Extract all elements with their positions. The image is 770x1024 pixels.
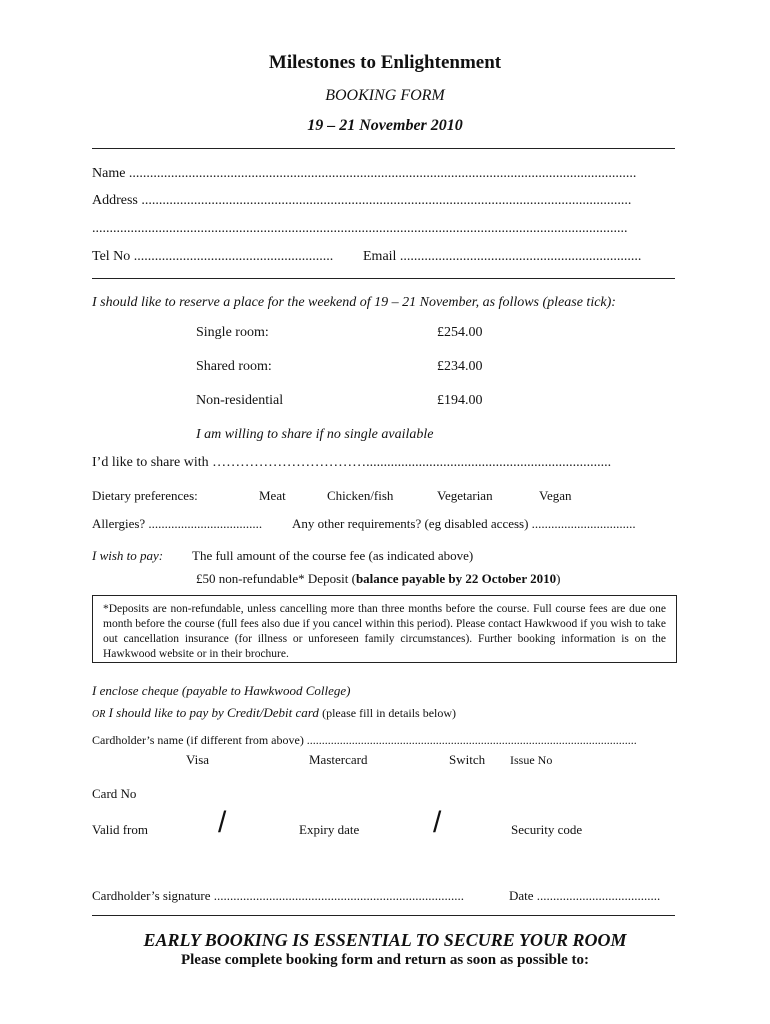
expiry-date-label: Expiry date <box>299 822 360 837</box>
or-label: OR <box>92 709 106 720</box>
option-single-room[interactable]: Single room: <box>196 325 269 340</box>
header-divider <box>92 148 675 149</box>
security-code-label[interactable]: Security code <box>511 822 583 837</box>
address-field[interactable]: Address ............................................................................................................................................ <box>92 193 632 208</box>
tel-field[interactable]: Tel No ......................................................... <box>92 249 334 264</box>
cardholder-name-field[interactable]: Cardholder’s name (if different from above) .............................................................................................................. <box>92 733 637 747</box>
deposit-prefix: £50 non-refundable* Deposit ( <box>196 571 356 586</box>
deposit-suffix: ) <box>556 571 561 586</box>
event-dates: 19 – 21 November 2010 <box>307 117 463 134</box>
deposit-notice-text: *Deposits are non-refundable, unless cancelling more than three months before the course. Full course fees are due one month before the course (full fees also due if you cancel within this period). Please contact Hawkwood if you wish to take out cancellation insurance (for illness or unforeseen family circumstances). Further booking information is on the Hawkwood website or in their brochure. <box>103 603 666 660</box>
deposit-balance-note: balance payable by 22 October 2010 <box>355 571 557 586</box>
form-subtitle: BOOKING FORM <box>325 87 445 104</box>
card-type-switch[interactable]: Switch <box>449 752 486 767</box>
address-line-2-field[interactable]: ......................................................................................................................................................... <box>92 221 628 236</box>
payment-label: I wish to pay: <box>92 548 164 563</box>
price-single-room: £254.00 <box>437 325 483 340</box>
price-non-residential: £194.00 <box>437 393 483 408</box>
dietary-option-vegetarian[interactable]: Vegetarian <box>437 488 493 503</box>
signature-field[interactable]: Cardholder’s signature ............................................................................. <box>92 888 465 903</box>
card-no-field[interactable]: Card No <box>92 786 137 801</box>
option-shared-room[interactable]: Shared room: <box>196 359 272 374</box>
card-type-visa[interactable]: Visa <box>186 752 210 767</box>
cheque-option[interactable]: I enclose cheque (payable to Hawkwood College) <box>92 683 351 698</box>
share-with-field[interactable]: I’d like to share with ……………………………...................................................................... <box>92 455 612 470</box>
date-field[interactable]: Date ...................................... <box>509 888 661 903</box>
reserve-intro: I should like to reserve a place for the weekend of 19 – 21 November, as follows (please tick): <box>92 295 616 310</box>
card-option-label: I should like to pay by Credit/Debit card <box>108 705 319 720</box>
dietary-option-vegan[interactable]: Vegan <box>539 488 572 503</box>
issue-no-field[interactable]: Issue No <box>510 753 553 767</box>
contact-divider <box>92 278 675 279</box>
expiry-date-slash[interactable]: / <box>433 806 442 839</box>
dietary-option-chicken-fish[interactable]: Chicken/fish <box>327 488 394 503</box>
card-option-note: (please fill in details below) <box>322 706 457 720</box>
card-option[interactable] <box>92 705 456 721</box>
email-field[interactable]: Email ..................................................................... <box>363 249 642 264</box>
allergies-field[interactable]: Allergies? ................................... <box>92 516 263 531</box>
valid-from-slash[interactable]: / <box>218 806 227 839</box>
card-type-mastercard[interactable]: Mastercard <box>309 752 368 767</box>
option-non-residential[interactable]: Non-residential <box>196 393 284 408</box>
pay-deposit-option[interactable] <box>196 571 560 587</box>
return-instructions: Please complete booking form and return as soon as possible to: <box>180 952 590 968</box>
price-shared-room: £234.00 <box>437 359 483 374</box>
dietary-label: Dietary preferences: <box>92 488 198 503</box>
other-requirements-field[interactable]: Any other requirements? (eg disabled access) ................................ <box>292 516 636 531</box>
name-field[interactable]: Name ................................................................................................................................................. <box>92 166 637 181</box>
pay-full-option[interactable]: The full amount of the course fee (as indicated above) <box>192 548 474 563</box>
deposit-notice-box <box>92 595 677 663</box>
early-booking-heading: EARLY BOOKING IS ESSENTIAL TO SECURE YOUR ROOM <box>143 930 627 950</box>
willing-to-share-option[interactable]: I am willing to share if no single available <box>196 427 434 442</box>
footer-divider <box>92 915 675 916</box>
form-title: Milestones to Enlightenment <box>268 52 502 73</box>
dietary-option-meat[interactable]: Meat <box>259 488 286 503</box>
valid-from-label: Valid from <box>92 822 148 837</box>
